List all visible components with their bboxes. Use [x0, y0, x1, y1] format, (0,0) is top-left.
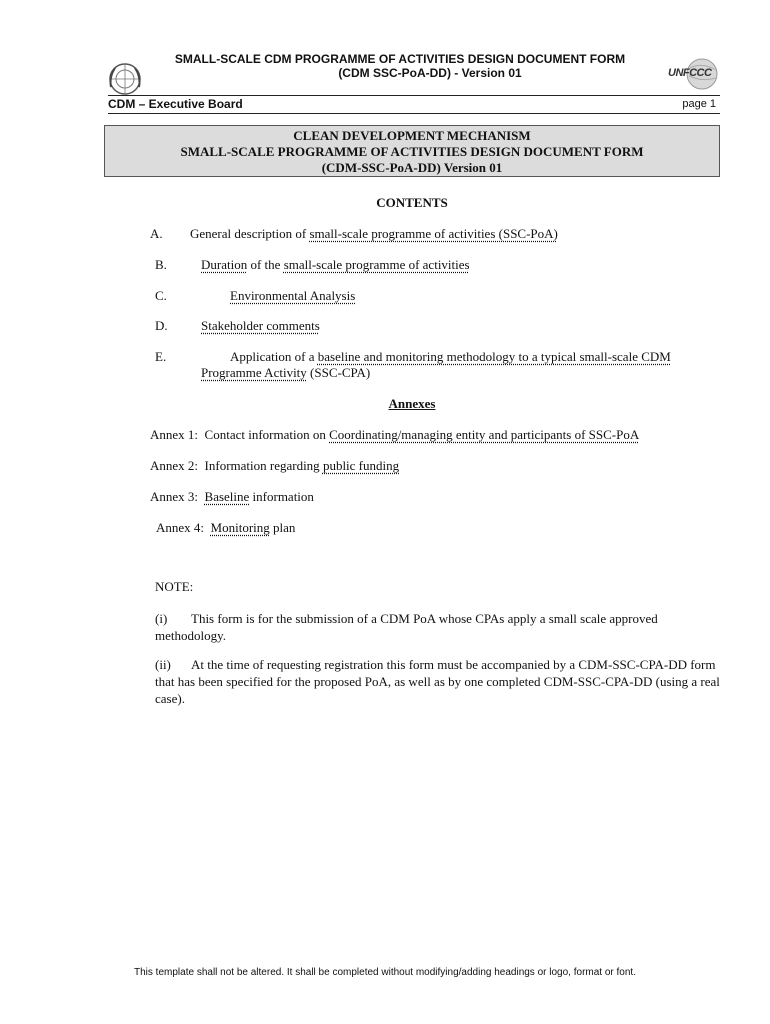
annex-link-public-funding[interactable]: public funding [322, 458, 400, 473]
annex-link-monitoring[interactable]: Monitoring [210, 520, 270, 535]
toc-link-stakeholder-comments[interactable]: Stakeholder comments [201, 318, 320, 333]
toc-text-suffix: (SSC-CPA) [306, 365, 371, 380]
note-item-2 [155, 656, 720, 707]
note-title: NOTE: [155, 579, 194, 594]
header-rule-bottom [108, 113, 720, 114]
note-item-text: This form is for the submission of a CDM PoA whose CPAs apply a small scale approved methodology. [155, 611, 658, 643]
un-emblem-icon [106, 60, 144, 98]
toc-letter: A. [150, 226, 163, 241]
executive-board-label: CDM – Executive Board [108, 97, 243, 111]
toc-link-environmental-analysis[interactable]: Environmental Analysis [230, 288, 356, 303]
form-banner [104, 125, 720, 177]
toc-text-line2 [201, 364, 370, 381]
annex-text-suffix: information [249, 489, 314, 504]
banner-line1: CLEAN DEVELOPMENT MECHANISM [293, 128, 531, 143]
unfccc-logo-text: UNFCCC [668, 67, 712, 79]
unfccc-logo [664, 58, 720, 92]
form-title-line1: SMALL-SCALE CDM PROGRAMME OF ACTIVITIES DESIGN DOCUMENT FORM [174, 52, 626, 66]
annex-label: Annex 1: [150, 427, 199, 442]
toc-letter: E. [155, 349, 167, 364]
toc-letter: B. [155, 257, 167, 272]
note-item-number: (i) [155, 611, 168, 626]
toc-text [201, 256, 470, 273]
note-item-number: (ii) [155, 657, 171, 672]
template-footer-notice: This template shall not be altered. It shall be completed without modifying/adding headings or logo, format or font. [134, 967, 636, 978]
annex-link-baseline[interactable]: Baseline [204, 489, 250, 504]
toc-link-general-description[interactable]: small-scale programme of activities (SSC-PoA) [309, 226, 558, 241]
annexes-heading: Annexes [388, 396, 436, 411]
contents-heading: CONTENTS [376, 195, 448, 210]
toc-text [230, 348, 671, 365]
annex-label: Annex 2: [150, 458, 199, 473]
toc-link-duration[interactable]: Duration [201, 257, 248, 272]
note-item-1 [155, 610, 720, 644]
toc-letter: D. [155, 318, 168, 333]
toc-text [230, 287, 355, 304]
toc-link-baseline-methodology[interactable]: baseline and monitoring methodology to a typical small-scale CDM [317, 349, 671, 364]
note-item-text: At the time of requesting registration this form must be accompanied by a CDM-SSC-CPA-DD form that has been specified for the proposed PoA, as well as by one completed CDM-SSC-CPA-DD (using a real case). [155, 657, 720, 706]
banner-line3: (CDM-SSC-PoA-DD) Version 01 [321, 160, 503, 175]
toc-text-prefix: General description of [190, 226, 310, 241]
annex-item-3 [150, 488, 314, 505]
annex-label: Annex 4: [156, 520, 205, 535]
annex-item-4 [156, 519, 295, 536]
toc-text-mid: of the [247, 257, 284, 272]
page-number: page 1 [682, 98, 716, 110]
header-rule-top [108, 95, 720, 96]
banner-line2: SMALL-SCALE PROGRAMME OF ACTIVITIES DESIGN DOCUMENT FORM [180, 144, 644, 159]
toc-letter: C. [155, 288, 167, 303]
toc-text-prefix: Application of a [230, 349, 318, 364]
toc-link-programme-activity[interactable]: Programme Activity [201, 365, 307, 380]
annex-text-prefix: Contact information on [204, 427, 330, 442]
toc-link-programme[interactable]: small-scale programme of activities [283, 257, 470, 272]
annex-label: Annex 3: [150, 489, 199, 504]
annex-link-coordinating-entity[interactable]: Coordinating/managing entity and participants of SSC-PoA [329, 427, 640, 442]
annex-text-prefix: Information regarding [204, 458, 323, 473]
toc-item-e [155, 348, 720, 384]
toc-text [201, 317, 320, 334]
annex-item-2 [150, 457, 399, 474]
form-title-line2: (CDM SSC-PoA-DD) - Version 01 [338, 66, 522, 80]
annex-item-1 [150, 426, 639, 443]
annex-text-suffix: plan [269, 520, 296, 535]
toc-text [190, 225, 558, 242]
